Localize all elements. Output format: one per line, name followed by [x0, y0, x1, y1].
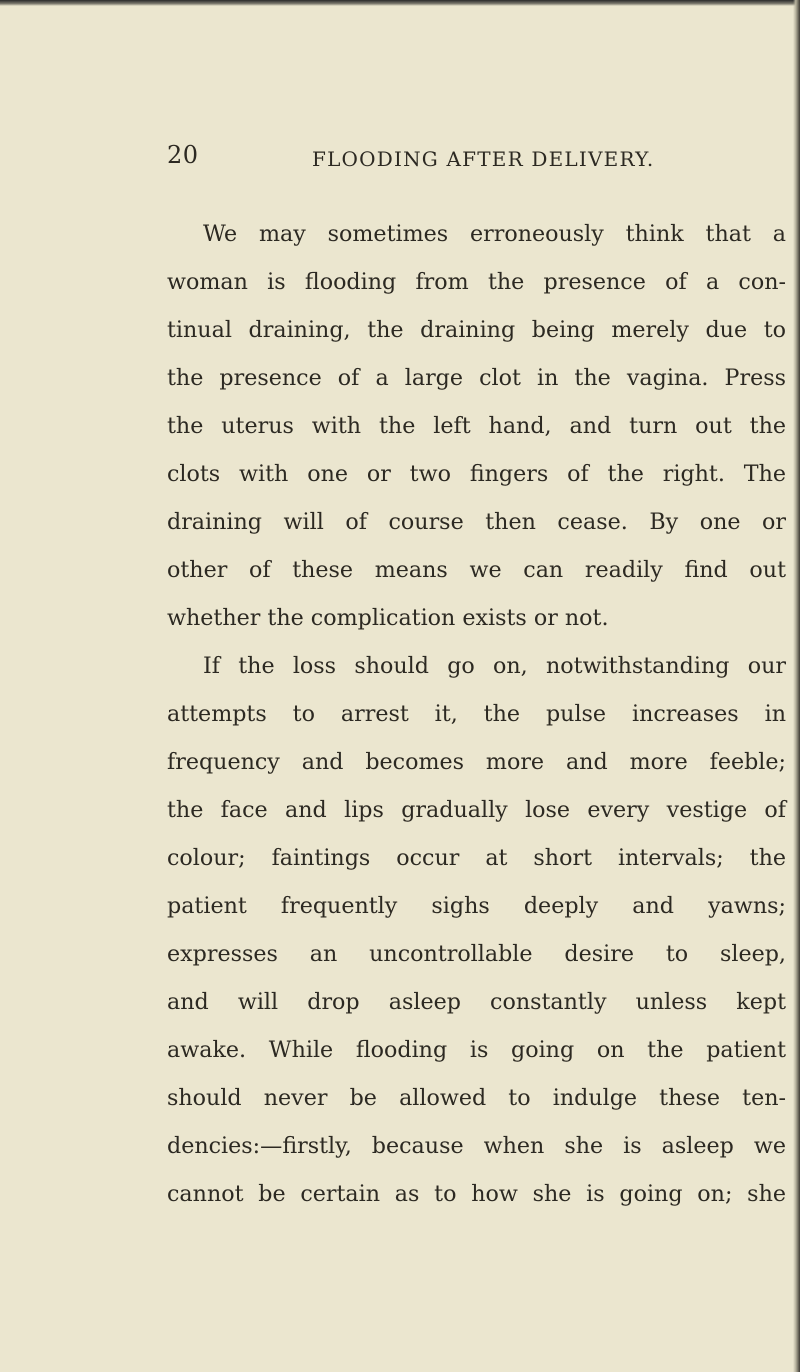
- text-line: and will drop asleep constantly unless kept: [167, 989, 786, 1015]
- text-line: whether the complication exists or not.: [167, 605, 609, 631]
- text-line: tinual draining, the draining being merely due to: [167, 317, 786, 343]
- text-line: draining will of course then cease. By one or: [167, 509, 786, 535]
- text-line: other of these means we can readily find out: [167, 557, 786, 583]
- running-head: FLOODING AFTER DELIVERY.: [312, 147, 655, 171]
- text-line: awake. While flooding is going on the patient: [167, 1037, 786, 1063]
- text-line: If the loss should go on, notwithstanding our: [203, 653, 786, 679]
- text-line: the uterus with the left hand, and turn out the: [167, 413, 786, 439]
- text-line: should never be allowed to indulge these ten-: [167, 1085, 786, 1111]
- text-line: expresses an uncontrollable desire to sleep,: [167, 941, 786, 967]
- text-line: We may sometimes erroneously think that a: [203, 221, 786, 247]
- text-line: the face and lips gradually lose every vestige of: [167, 797, 786, 823]
- page-binding-edge: [793, 0, 800, 1372]
- text-line: clots with one or two fingers of the right. The: [167, 461, 786, 487]
- text-line: colour; faintings occur at short intervals; the: [167, 845, 786, 871]
- text-line: frequency and becomes more and more feeble;: [167, 749, 786, 775]
- text-line: cannot be certain as to how she is going on; she: [167, 1181, 786, 1207]
- text-line: patient frequently sighs deeply and yawns;: [167, 893, 786, 919]
- page-top-edge-shadow: [0, 0, 800, 6]
- text-line: woman is flooding from the presence of a con-: [167, 269, 786, 295]
- text-line: the presence of a large clot in the vagina. Press: [167, 365, 786, 391]
- text-line: dencies:—firstly, because when she is asleep we: [167, 1133, 786, 1159]
- page-number: 20: [167, 141, 199, 169]
- text-line: attempts to arrest it, the pulse increases in: [167, 701, 786, 727]
